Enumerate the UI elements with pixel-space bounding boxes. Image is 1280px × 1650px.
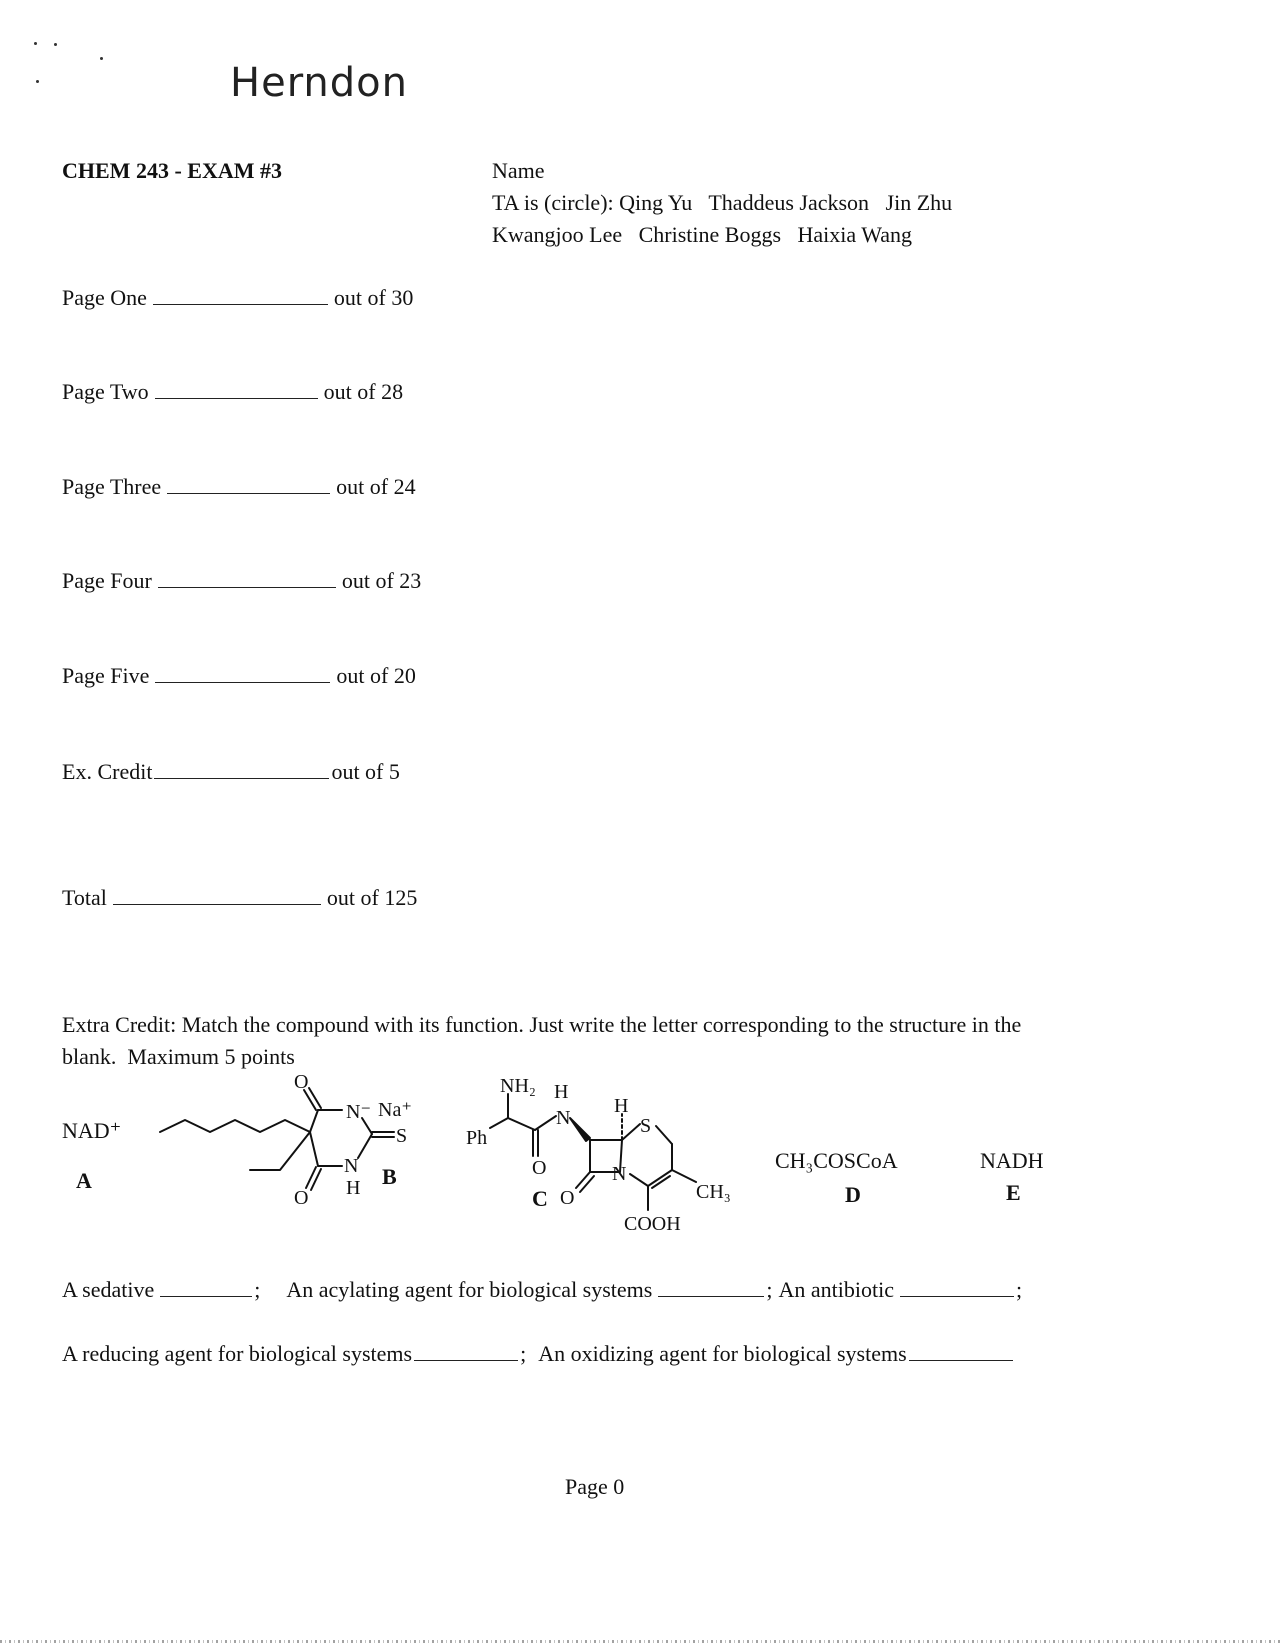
c-atom-cooh: COOH [624,1213,681,1235]
separator: ; [254,1277,261,1302]
page-number: Page 0 [565,1474,625,1499]
score-label: Page Three [62,474,162,499]
compound-a-letter: A [76,1168,92,1193]
question-reducing-agent: A reducing agent for biological systems [62,1341,413,1366]
score-suffix: out of 28 [323,379,404,404]
score-blank[interactable] [113,884,321,905]
separator: ; [766,1277,773,1302]
c-atom-n-ring: N [612,1163,627,1185]
score-blank[interactable] [155,662,330,683]
extra-credit-instructions-cont: blank. Maximum 5 points [62,1044,295,1069]
compound-d-name: CH₃COSCoA [775,1148,898,1173]
score-suffix: out of 125 [326,885,418,910]
score-row-page-one [62,284,413,311]
c-atom-h-amide: H [554,1081,569,1103]
handwritten-name: Herndon [230,60,408,106]
scan-edge-noise [0,1640,1280,1643]
score-label: Page Four [62,568,152,593]
score-suffix: out of 5 [331,759,400,784]
compound-d-letter: D [845,1182,861,1207]
score-row-total [62,884,417,911]
b-atom-o-bottom: O [294,1187,309,1209]
answer-blank-oxidizing-agent[interactable] [909,1340,1013,1361]
matching-line-1 [62,1276,1022,1303]
c-atom-o-amide: O [532,1157,547,1179]
ta-line-1: TA is (circle): Qing Yu Thaddeus Jackson Jin Zhu [492,190,953,215]
question-acylating-agent: An acylating agent for biological systems [286,1277,653,1302]
score-blank[interactable] [155,378,318,399]
score-row-page-two [62,378,403,405]
c-atom-h-ring: H [614,1095,629,1117]
score-blank[interactable] [158,567,336,588]
answer-blank-reducing-agent[interactable] [414,1340,518,1361]
question-oxidizing-agent: An oxidizing agent for biological systems [538,1341,907,1366]
c-atom-o-lactam: O [560,1187,575,1209]
c-atom-s-ring: S [640,1115,652,1137]
b-atom-s: S [396,1125,408,1147]
question-sedative: A sedative [62,1277,155,1302]
c-atom-ph: Ph [466,1127,488,1149]
b-atom-h-lower: H [346,1177,361,1199]
c-atom-n-amide: N [556,1107,571,1129]
score-suffix: out of 20 [336,663,416,688]
b-atom-n-minus: N⁻ [346,1101,371,1123]
score-label: Ex. Credit [62,759,153,784]
score-suffix: out of 24 [336,474,416,499]
score-suffix: out of 30 [333,285,414,310]
separator: ; [520,1341,527,1366]
compound-b-letter: B [382,1164,397,1189]
answer-blank-acylating-agent[interactable] [658,1276,764,1297]
c-atom-ch3: CH₃ [696,1181,731,1203]
compound-a-name: NAD⁺ [62,1118,122,1143]
score-label: Total [62,885,107,910]
extra-credit-instructions: Extra Credit: Match the compound with its function. Just write the letter corresponding to the structure in the [62,1012,1022,1037]
score-blank[interactable] [153,284,328,305]
score-row-page-three [62,473,416,500]
answer-blank-antibiotic[interactable] [900,1276,1014,1297]
c-atom-nh2: NH₂ [500,1075,536,1097]
score-blank[interactable] [154,758,329,779]
score-label: Page Five [62,663,150,688]
exam-title: CHEM 243 - EXAM #3 [62,158,282,183]
score-row-page-five [62,662,416,689]
b-atom-o-top: O [294,1071,309,1093]
ta-line-2: Kwangjoo Lee Christine Boggs Haixia Wang [492,222,913,247]
score-suffix: out of 23 [341,568,422,593]
separator: ; [1015,1277,1023,1302]
score-row-page-four [62,567,421,594]
score-label: Page Two [62,379,149,404]
compound-e-letter: E [1006,1180,1021,1205]
compound-e-name: NADH [980,1148,1044,1173]
matching-line-2 [62,1340,1013,1367]
b-atom-n-lower: N [344,1155,359,1177]
compound-c-structure [460,1068,760,1238]
score-label: Page One [62,285,147,310]
b-atom-na-plus: Na⁺ [378,1099,412,1121]
answer-blank-sedative[interactable] [160,1276,252,1297]
name-label: Name [492,158,545,183]
score-row-extra-credit [62,758,400,785]
question-antibiotic: An antibiotic [778,1277,894,1302]
compound-c-letter: C [532,1186,548,1211]
score-blank[interactable] [167,473,330,494]
